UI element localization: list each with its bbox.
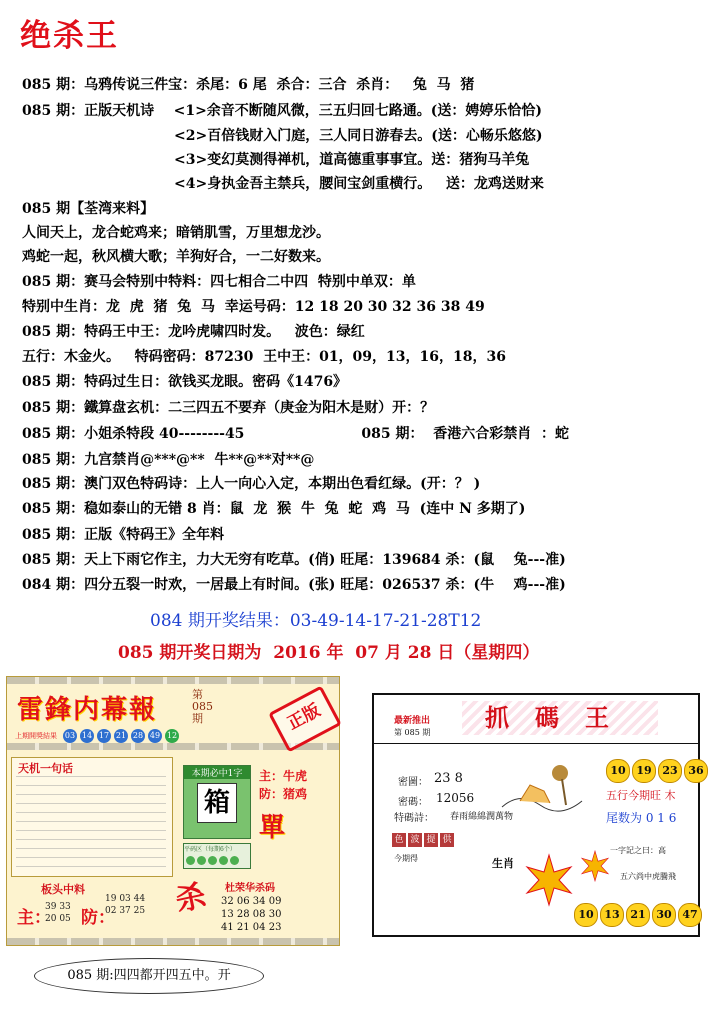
draw-result: 084 期开奖结果：03-49-14-17-21-28T12 [150, 611, 482, 631]
speech-bubble: 085 期:四四都开四五中。开 [34, 958, 264, 994]
page-title: 绝杀王 [20, 18, 119, 54]
char-box: 波 [408, 833, 422, 847]
official-stamp: 正版 [268, 685, 342, 752]
char-box: 供 [440, 833, 454, 847]
number-ball: 19 [632, 759, 656, 783]
text-line: 085 期：天上下雨它作主，力大无穷有吃草。(俏) 旺尾：139684 杀：(鼠 兔---准) [22, 552, 566, 568]
result-balls [15, 729, 179, 743]
number-ball: 17 [97, 729, 111, 743]
secret-code-label: 密碼： [398, 797, 428, 808]
char-box: 色 [392, 833, 406, 847]
number-ball: 13 [600, 903, 624, 927]
one-word-text: 一字記之曰：高 [610, 846, 666, 855]
text-line: 085 期：特码王中王：龙吟虎啸四时发。 波色：绿红 [22, 324, 365, 340]
must-hit-panel [177, 757, 337, 875]
number-ball: 36 [684, 759, 708, 783]
main-pick: 主：牛虎 [259, 769, 308, 783]
number-ball: 30 [652, 903, 676, 927]
paper-header [374, 695, 698, 744]
number-ball: 14 [80, 729, 94, 743]
kill-numbers: 32 06 34 09 13 28 08 30 41 21 04 23 [221, 896, 282, 933]
history-rows [16, 776, 166, 872]
right-newspaper-image [372, 693, 704, 937]
text-line: 085 期：小姐杀特段 40--------45 085 期： 香港六合彩禁肖 ：蛇 [22, 426, 569, 442]
flat-code-label: 平码区（每期6个） [184, 846, 236, 853]
text-line: 085 期：赛马会特别中特料：四七相合二中四 特别中单双：单 [22, 274, 416, 290]
text-line: 085 期：特码过生日：欲钱买龙眼。密码《1476》 [22, 374, 348, 390]
bottom-balls [574, 903, 702, 927]
flat-code-balls [186, 856, 239, 865]
number-ball: 21 [114, 729, 128, 743]
odd-label: 單 [259, 813, 286, 843]
issue-gain: 今期得 [394, 854, 418, 863]
paper-issue: 第 085 期 [394, 728, 431, 737]
text-line: <2>百倍钱财入门庭，三人同日游春去。(送：心畅乐悠悠) [174, 128, 543, 144]
number-ball: 10 [574, 903, 598, 927]
draw-date: 085 期开奖日期为 2016 年 07 月 28 日（星期四） [118, 643, 540, 663]
number-ball: 03 [63, 729, 77, 743]
number-ball: 12 [165, 729, 179, 743]
paper-issue: 第085期 [192, 688, 213, 725]
result-label: 上期開獎結果 [15, 732, 57, 740]
ball-icon [230, 856, 239, 865]
number-ball: 47 [678, 903, 702, 927]
text-line: <3>变幻莫测得禅机，道高德重事事宜。送：猪狗马羊兔 [174, 152, 530, 168]
text-line: 人间天上，龙合蛇鸡来；暗销肌雪，万里想龙沙。 [22, 225, 330, 241]
text-line: <4>身执金吾主禁兵，腰间宝剑重横行。 送：龙鸡送财来 [174, 176, 544, 192]
tianji-panel [11, 757, 173, 877]
banner-panel [11, 879, 171, 941]
zodiac-label: 生肖 [492, 857, 514, 870]
ball-icon [186, 856, 195, 865]
cartoon-illustration [500, 761, 584, 813]
char-box: 提 [424, 833, 438, 847]
text-line: 085 期：澳门双色特码诗：上人一向心入定，本期出色看红绿。(开：？ ) [22, 476, 481, 492]
ball-icon [208, 856, 217, 865]
top-balls [606, 759, 708, 783]
ball-icon [219, 856, 228, 865]
text-line: 085 期：九宫禁肖@***@** 牛**@**对**@ [22, 452, 315, 468]
new-label: 最新推出 [394, 716, 431, 726]
kill-title: 杜荣华杀码 [225, 883, 275, 894]
secret-pic-value: 23 8 [434, 771, 463, 786]
number-ball: 10 [606, 759, 630, 783]
poem-label: 特碼詩： [394, 813, 434, 824]
text-line: 084 期：四分五裂一时欢，一居最上有时间。(张) 旺尾：026537 杀：(牛 鸡---准) [22, 577, 566, 593]
secret-pic-label: 密圖： [398, 777, 428, 788]
ball-icon [197, 856, 206, 865]
text-line: 085 期：乌鸦传说三件宝：杀尾：6 尾 杀合：三合 杀肖： 兔 马 猪 [22, 77, 475, 93]
must-hit-box [183, 765, 251, 839]
paper-title: 雷鋒内幕報 [17, 695, 158, 725]
tail-text: 尾数为 0 1 6 [606, 811, 677, 825]
main-numbers: 39 33 20 05 [45, 902, 71, 924]
guard-pick: 防：猪鸡 [259, 787, 308, 801]
text-line: 085 期【荃湾来料】 [22, 201, 155, 217]
secret-code-value: 12056 [436, 791, 475, 805]
banner-slogan: 板头中料 [41, 883, 85, 896]
must-hit-tag: 本期必中1字 [184, 766, 250, 779]
number-ball: 49 [148, 729, 162, 743]
number-ball: 23 [658, 759, 682, 783]
text-line: 085 期：稳如泰山的无错 8 肖：鼠 龙 猴 牛 兔 蛇 鸡 马 (连中 N 多期了) [22, 501, 526, 517]
text-line: 085 期：鐵算盘玄机：二三四五不要弃（庚金为阳木是财）开：？ [22, 400, 435, 416]
kill-char: 杀 [172, 878, 210, 919]
text-line: 鸡蛇一起，秋风横大歌；羊狗好合，一二好数来。 [22, 249, 330, 265]
text-line: 五行：木金火。 特码密码：87230 王中王：01，09，13，16，18，36 [22, 349, 506, 365]
sun-icon [580, 851, 610, 881]
text-line: 085 期：正版天机诗 <1>余音不断随风微，三五归回七路通。(送：娉婷乐恰恰) [22, 103, 543, 119]
color-wave-boxes [392, 833, 454, 847]
must-hit-char: 箱 [197, 783, 237, 823]
paper-info-text [215, 687, 275, 725]
number-ball: 21 [626, 903, 650, 927]
main-label: 主： [17, 908, 51, 928]
guard-numbers: 19 03 44 02 37 25 [105, 894, 146, 916]
slogan-text: 五六尚中虎騰飛 [620, 872, 676, 881]
paper-title: 抓碼王 [462, 701, 658, 735]
sun-icon [524, 855, 574, 905]
text-line: 085 期：正版《特码王》全年料 [22, 527, 225, 543]
element-text: 五行今期旺 木 [606, 789, 676, 802]
guard-label: 防： [81, 908, 115, 928]
left-newspaper-image [6, 676, 340, 946]
panel-heading: 天机一句话 [18, 762, 73, 775]
text-line: 特别中生肖：龙 虎 猪 兔 马 幸运号码：12 18 20 30 32 36 38 49 [22, 299, 485, 315]
flat-code-area [183, 843, 251, 869]
poem-value: 春雨綿綿潤萬物 [450, 812, 514, 822]
number-ball: 28 [131, 729, 145, 743]
border-strip [7, 677, 339, 684]
